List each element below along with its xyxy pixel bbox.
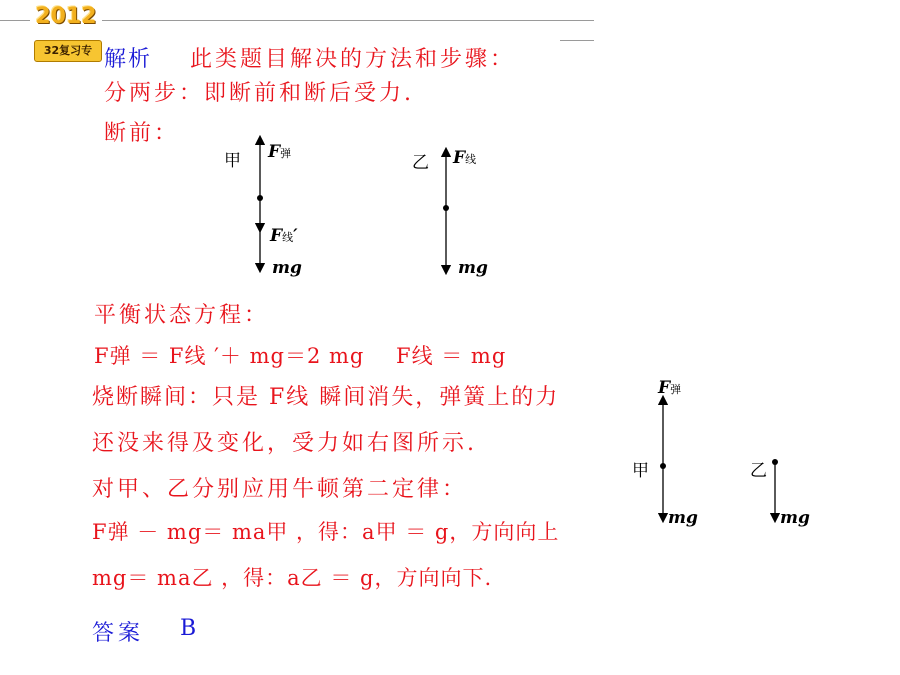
f-xian-symbol: F xyxy=(453,148,466,168)
after-jia-dot xyxy=(660,463,666,469)
header-rule-top xyxy=(102,20,594,21)
after-yi-dot xyxy=(772,459,778,465)
after-f-tan-sub: 弹 xyxy=(670,383,682,396)
equilibrium-eq-b: F线 ＝ mg xyxy=(396,344,507,368)
diagram-before-yi-mg: mg xyxy=(458,258,488,278)
equilibrium-eq-a: F弹 ＝ F线 ′＋ mg＝2 mg xyxy=(94,344,365,368)
answer-label: 答案 xyxy=(92,621,145,646)
burn-line2: 还没来得及变化，受力如右图所示. xyxy=(92,431,477,456)
after-f-tan-symbol: F xyxy=(658,378,671,398)
burn-line4: F弹 － mg＝ ma甲 ，得：a甲 ＝ g，方向向上 xyxy=(92,520,560,544)
diagram-before-jia-mg: mg xyxy=(272,258,302,278)
diagram-after-yi-mg: mg xyxy=(780,508,810,528)
logo xyxy=(30,4,102,62)
diagram-after-jia-mg: mg xyxy=(668,508,698,528)
burn-line5: mg＝ ma乙 ，得：a乙 ＝ g，方向向下. xyxy=(92,566,493,590)
diagram-before-yi: 乙 xyxy=(412,153,429,173)
diagram-after-yi: 乙 xyxy=(750,461,767,481)
f-tan-sub: 弹 xyxy=(280,147,292,160)
prime-mark: ′ xyxy=(293,226,298,246)
before-label: 断前： xyxy=(104,121,180,146)
diagram-after-jia: 甲 xyxy=(632,461,649,481)
diagram-before-f-tan xyxy=(268,142,291,162)
diagram-before-f-xian-prime xyxy=(270,226,298,246)
f-tan-symbol: F xyxy=(268,142,281,162)
f-xian-sub: 线 xyxy=(465,153,477,166)
f-xian-prime-sub: 线 xyxy=(282,231,294,244)
header-rule-left xyxy=(0,20,30,21)
diagram-before-f-xian xyxy=(453,148,476,168)
yi-dot xyxy=(443,205,449,211)
f-xian-prime-symbol: F xyxy=(270,226,283,246)
logo-year: 2012 xyxy=(35,4,97,29)
diagram-before-jia: 甲 xyxy=(224,151,241,171)
equilibrium-title: 平衡状态方程： xyxy=(94,303,270,328)
burn-line3: 对甲、乙分别应用牛顿第二定律： xyxy=(92,477,468,502)
diagram-after-f-tan xyxy=(658,378,681,398)
analysis-line1: 此类题目解决的方法和步骤： xyxy=(190,47,516,72)
analysis-line2: 分两步：即断前和断后受力. xyxy=(104,81,414,106)
answer-value: B xyxy=(180,616,197,641)
burn-line1: 烧断瞬间：只是 F线 瞬间消失，弹簧上的力 xyxy=(92,385,560,410)
header-rule-right xyxy=(560,40,594,41)
jia-dot xyxy=(257,195,263,201)
logo-tag: 32复习专 xyxy=(34,40,102,62)
analysis-label: 解析 xyxy=(104,47,153,72)
